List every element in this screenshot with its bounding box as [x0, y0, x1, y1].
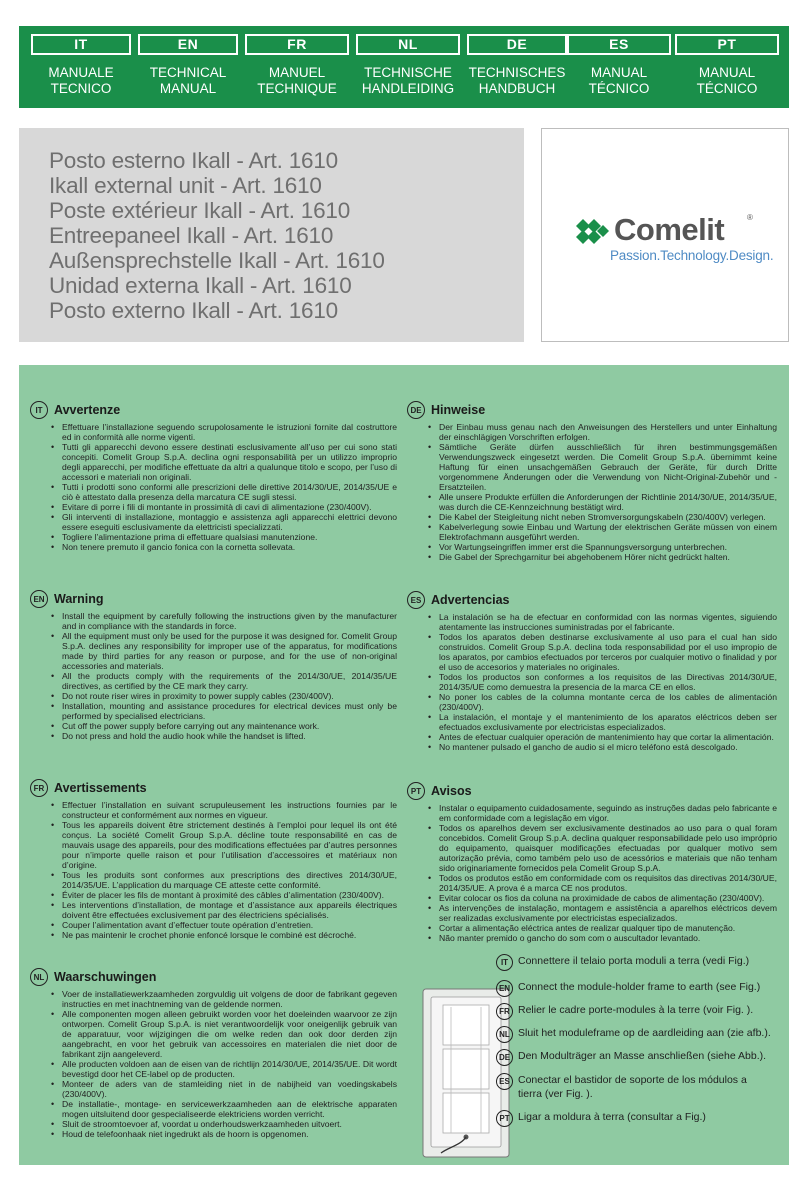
- earth-instruction-pt: [496, 1110, 773, 1127]
- title-en: Ikall external unit - Art. 1610: [49, 173, 322, 198]
- lang-badge-icon: ES: [496, 1073, 513, 1090]
- lang-title-line1: MANUEL: [268, 65, 326, 80]
- lang-badge-icon: FR: [30, 779, 48, 797]
- lang-column-de: [467, 34, 567, 104]
- list-item: • Sluit de stroomtoevoer af, voordat u onderhoudswerkzaamheden uitvoert.: [62, 1119, 397, 1129]
- lang-badge-icon: IT: [30, 401, 48, 419]
- list-item: • Couper l’alimentation avant d’effectuer toute opération d’entretien.: [62, 920, 397, 930]
- lang-title-line1: MANUAL: [698, 65, 756, 80]
- logo-wordmark: Comelit: [614, 212, 725, 247]
- list-item: • Tutti gli apparecchi devono essere destinati esclusivamente all’uso per cui sono stati concepiti. Comelit Group S.p.A. declina ogni responsabilità per un utilizzo improprio degli apparecchi, per modifiche effettuate da altri a qualunque titolo e scopo, per l’uso di accessori e materiali non originali.: [62, 442, 397, 482]
- list-item: • Éviter de placer les fils de montant à proximité des câbles d’alimentation (230/400V).: [62, 890, 397, 900]
- section-header: [407, 782, 777, 800]
- lang-badge-icon: IT: [496, 954, 513, 971]
- section-nl: [30, 968, 397, 1139]
- list-item: • Gli interventi di installazione, montaggio e assistenza agli apparecchi elettrici devono essere eseguiti esclusivamente da elettricisti specializzati.: [62, 512, 397, 532]
- list-item: • Install the equipment by carefully following the instructions given by the manufacturer and in compliance with the standards in force.: [62, 611, 397, 631]
- list-item: • Tous les appareils doivent être strictement destinés à l’emploi pour lequel ils ont été conçus. La société Comelit Group S.p.A. décline toute responsabilité en cas de mauvais usage des appareils, pour des modifications effectuées par d’autres personnes pour n’importe quelle raison et pour l’utilisation d’accessoires et matériaux non d’origine.: [62, 820, 397, 870]
- lang-title-line1: MANUALE: [48, 65, 114, 80]
- lang-badge-icon: NL: [30, 968, 48, 986]
- section-pt: [407, 782, 777, 943]
- list-item: • No mantener pulsado el gancho de audio si el micro teléfono está descolgado.: [439, 742, 777, 752]
- section-title: Avertissements: [54, 781, 147, 795]
- bullet-list: [407, 803, 777, 943]
- lang-title-line2: TÉCNICO: [696, 81, 758, 96]
- lang-title-line1: TECHNISCHE: [364, 65, 452, 80]
- earth-instruction-text: Connettere il telaio porta moduli a terra (vedi Fig.): [518, 955, 750, 967]
- bullet-list: [30, 800, 397, 940]
- earth-instruction-text: Sluit het moduleframe op de aardleiding aan (zie afb.).: [518, 1027, 771, 1039]
- list-item: • Instalar o equipamento cuidadosamente, seguindo as instruções dadas pelo fabricante e em conformidade com a legislação em vigor.: [439, 803, 777, 823]
- earth-instruction-text: Den Modulträger an Masse anschließen (siehe Abb.).: [518, 1050, 767, 1062]
- lang-title-pt: [675, 65, 779, 97]
- list-item: • Tous les produits sont conformes aux prescriptions des directives 2014/30/UE, 2014/35/UE. L’application du marquage CE atteste cette conformité.: [62, 870, 397, 890]
- lang-title-line2: TECHNIQUE: [257, 81, 337, 96]
- list-item: • Todos os produtos estão em conformidade com os requisitos das directivas 2014/30/UE, 2014/35/UE. A prova é a marca CE nos produtos.: [439, 873, 777, 893]
- earth-instruction-en: [496, 980, 773, 997]
- lang-column-it: [31, 34, 131, 104]
- list-item: • Antes de efectuar cualquier operación de mantenimiento hay que cortar la alimentación.: [439, 732, 777, 742]
- list-item: • All the products comply with the requirements of the 2014/30/UE, 2014/35/UE directives, as certified by the CE mark they carry.: [62, 671, 397, 691]
- list-item: • Cortar a alimentação eléctrica antes de realizar qualquer tipo de manutenção.: [439, 923, 777, 933]
- earth-instruction-it: [496, 954, 773, 971]
- earth-instruction-fr: [496, 1003, 773, 1020]
- section-title: Warning: [54, 592, 104, 606]
- list-item: • Do not press and hold the audio hook while the handset is lifted.: [62, 731, 397, 741]
- bullet-list: [30, 611, 397, 741]
- list-item: • Ne pas maintenir le crochet phonie enfoncé lorsque le combiné est décroché.: [62, 930, 397, 940]
- list-item: • Alle unsere Produkte erfüllen die Anforderungen der Richtlinie 2014/30/UE, 2014/35/UE, was durch die CE-Kennzeichnung bestätigt wird.: [439, 492, 777, 512]
- lang-column-pt: [675, 34, 779, 104]
- list-item: • Tutti i prodotti sono conformi alle prescrizioni delle direttive 2014/30/UE, 2014/35/UE e ciò è attestato dalla presenza della marcatura CE sugli stessi.: [62, 482, 397, 502]
- list-item: • Togliere l’alimentazione prima di effettuare qualsiasi manutenzione.: [62, 532, 397, 542]
- section-title: Advertencias: [431, 593, 510, 607]
- list-item: • Evitare di porre i fili di montante in prossimità di cavi di alimentazione (230/400V).: [62, 502, 397, 512]
- title-fr: Poste extérieur Ikall - Art. 1610: [49, 198, 351, 223]
- lang-badge-icon: PT: [496, 1110, 513, 1127]
- registered-mark: ®: [747, 213, 753, 222]
- section-header: [30, 590, 397, 608]
- list-item: • Não manter premido o gancho do som com o auscultador levantado.: [439, 933, 777, 943]
- lang-code-nl: NL: [356, 34, 460, 55]
- list-item: • Vor Wartungseingriffen immer erst die Spannungsversorgung unterbrechen.: [439, 542, 777, 552]
- list-item: • Do not route riser wires in proximity to power supply cables (230/400V).: [62, 691, 397, 701]
- lang-column-nl: [356, 34, 460, 104]
- bullet-list: [30, 422, 397, 552]
- earth-instruction-nl: [496, 1026, 773, 1043]
- logo-box: [541, 128, 789, 342]
- title-de: Außensprechstelle Ikall - Art. 1610: [49, 248, 385, 273]
- lang-badge-icon: DE: [407, 401, 425, 419]
- section-header: [30, 401, 397, 419]
- lang-code-en: EN: [138, 34, 238, 55]
- lang-column-es: [567, 34, 671, 104]
- list-item: • Monteer de aders van de stamleiding niet in de nabijheid van voedingskabels (230/400V).: [62, 1079, 397, 1099]
- earth-instruction-text: Conectar el bastidor de soporte de los módulos a tierra (ver Fig. ).: [518, 1074, 747, 1100]
- lang-title-it: [31, 65, 131, 97]
- earth-instruction-text: Ligar a moldura à terra (consultar a Fig.): [518, 1111, 706, 1123]
- lang-code-it: IT: [31, 34, 131, 55]
- lang-title-es: [567, 65, 671, 97]
- list-item: • As intervenções de instalação, montagem e assistência a aparelhos eléctricos devem ser realizadas exclusivamente por electricistas especializados.: [439, 903, 777, 923]
- list-item: • No poner los cables de la columna montante cerca de los cables de alimentación (230/400V).: [439, 692, 777, 712]
- lang-title-line1: TECHNICAL: [149, 65, 227, 80]
- lang-title-line2: MANUAL: [159, 81, 217, 96]
- earth-instruction-text: Relier le cadre porte-modules à la terre (voir Fig. ).: [518, 1004, 754, 1016]
- lang-title-line2: HANDLEIDING: [361, 81, 455, 96]
- lang-title-line2: TECNICO: [50, 81, 112, 96]
- comelit-logo-icon: [574, 217, 610, 245]
- list-item: • La instalación se ha de efectuar en conformidad con las normas vigentes, siguiendo atentamente las instrucciones suministradas por el fabricante.: [439, 612, 777, 632]
- title-pt: Posto externo Ikall - Art. 1610: [49, 298, 338, 323]
- title-nl: Entreepaneel Ikall - Art. 1610: [49, 223, 334, 248]
- lang-code-pt: PT: [675, 34, 779, 55]
- lang-title-line1: TECHNISCHES: [468, 65, 566, 80]
- list-item: • Die Gabel der Sprechgarnitur bei abgehobenem Hörer nicht gedrückt halten.: [439, 552, 777, 562]
- lang-badge-icon: DE: [496, 1049, 513, 1066]
- section-header: [407, 591, 777, 609]
- section-header: [407, 401, 777, 419]
- earth-instruction-de: [496, 1049, 773, 1066]
- lang-column-fr: [245, 34, 349, 104]
- section-header: [30, 779, 397, 797]
- lang-title-nl: [356, 65, 460, 97]
- list-item: • Voer de installatiewerkzaamheden zorgvuldig uit volgens de door de fabrikant gegeven instructies en met inachtneming van de geldende normen.: [62, 989, 397, 1009]
- list-item: • La instalación, el montaje y el mantenimiento de los aparatos eléctricos deben ser efectuados exclusivamente por electricistas especializados.: [439, 712, 777, 732]
- section-title: Waarschuwingen: [54, 970, 157, 984]
- list-item: • Der Einbau muss genau nach den Anweisungen des Herstellers und unter Einhaltung der einschlägigen Vorschriften erfolgen.: [439, 422, 777, 442]
- section-it: [30, 401, 397, 552]
- title-it: Posto esterno Ikall - Art. 1610: [49, 148, 338, 173]
- lang-badge-icon: NL: [496, 1026, 513, 1043]
- list-item: • Die Kabel der Steigleitung nicht neben Stromversorgungskabeln (230/400V) verlegen.: [439, 512, 777, 522]
- list-item: • Les interventions d’installation, de montage et d’assistance aux appareils électriques doivent être effectuées exclusivement par des électriciens spécialisés.: [62, 900, 397, 920]
- logo-tagline: Passion.Technology.Design.: [610, 248, 774, 263]
- section-fr: [30, 779, 397, 940]
- section-title: Avvertenze: [54, 403, 121, 417]
- lang-badge-icon: FR: [496, 1003, 513, 1020]
- list-item: • Alle producten voldoen aan de eisen van de richtlijn 2014/30/UE, 2014/35/UE. Dit wordt bevestigd door het CE-label op de producten.: [62, 1059, 397, 1079]
- earth-instruction-es: [496, 1073, 773, 1101]
- list-item: • Alle componenten mogen alleen gebruikt worden voor het doeleinden waarvoor ze zijn ontworpen. Comelit Group S.p.A. is niet verantwoordelijk voor oneigenlijk gebruik van de apparatuur, voor wijzigingen die om welke reden dan ook door derden zijn aangebracht, en voor het gebruik van accessoires en materialen die niet door de fabrikant zijn aangeleverd.: [62, 1009, 397, 1059]
- lang-title-line2: HANDBUCH: [478, 81, 556, 96]
- section-title: Hinweise: [431, 403, 486, 417]
- lang-code-de: DE: [467, 34, 567, 55]
- list-item: • Effettuare l’installazione seguendo scrupolosamente le istruzioni fornite dal costruttore ed in conformità alle norme vigenti.: [62, 422, 397, 442]
- section-es: [407, 591, 777, 752]
- lang-badge-icon: PT: [407, 782, 425, 800]
- list-item: • All the equipment must only be used for the purpose it was designed for. Comelit Group S.p.A. declines any responsibility for improper use of the apparatus, for modifications made by third parties for any reason or purpose, and for the use of non-original accessories and materials.: [62, 631, 397, 671]
- lang-title-line2: TÉCNICO: [588, 81, 650, 96]
- bullet-list: [407, 612, 777, 752]
- lang-badge-icon: EN: [496, 980, 513, 997]
- list-item: • Non tenere premuto il gancio fonica con la cornetta sollevata.: [62, 542, 397, 552]
- list-item: • Todos los aparatos deben destinarse exclusivamente al uso para el cual han sido construidos. Comelit Group S.p.A. declina toda responsabilidad por el uso impropio de los aparatos, por cambios efectuados por terceros por cualquier motivo o finalidad y por el uso de accesorios y materiales no originales.: [439, 632, 777, 672]
- section-title: Avisos: [431, 784, 472, 798]
- bullet-list: [407, 422, 777, 562]
- section-de: [407, 401, 777, 562]
- warnings-panel: [19, 365, 789, 1165]
- lang-title-de: [467, 65, 567, 97]
- list-item: • De installatie-, montage- en servicewerkzaamheden aan de elektrische apparaten mogen uitsluitend door gespecialiseerde elektriciens worden verricht.: [62, 1099, 397, 1119]
- list-item: • Todos los productos son conformes a los requisitos de las Directivas 2014/30/UE, 2014/35/UE como demuestra la presencia de la marca CE en ellos.: [439, 672, 777, 692]
- list-item: • Cut off the power supply before carrying out any maintenance work.: [62, 721, 397, 731]
- list-item: • Installation, mounting and assistance procedures for electrical devices must only be performed by specialised electricians.: [62, 701, 397, 721]
- list-item: • Houd de telefoonhaak niet ingedrukt als de hoorn is opgenomen.: [62, 1129, 397, 1139]
- lang-code-es: ES: [567, 34, 671, 55]
- lang-title-line1: MANUAL: [590, 65, 648, 80]
- lang-title-fr: [245, 65, 349, 97]
- product-title-box: [19, 128, 524, 342]
- title-es: Unidad externa Ikall - Art. 1610: [49, 273, 352, 298]
- list-item: • Kabelverlegung sowie Einbau und Wartung der elektrischen Geräte müssen von einem Elektrofachmann ausgeführt werden.: [439, 522, 777, 542]
- list-item: • Todos os aparelhos devem ser exclusivamente destinados ao uso para o qual foram concebidos. Comelit Group S.p.A. declina qualquer responsabilidade pelo uso impróprio do equipamento, quaisquer modificações efectuadas por qualquer motivo sem autorização prévia, como também pelo uso de acessórios e materiais que não tenham sido originariamente fornecidos pela Comelit Group S.p.A.: [439, 823, 777, 873]
- bullet-list: [30, 989, 397, 1139]
- lang-code-fr: FR: [245, 34, 349, 55]
- language-bar: [19, 26, 789, 108]
- section-header: [30, 968, 397, 986]
- lang-badge-icon: ES: [407, 591, 425, 609]
- list-item: • Effectuer l’installation en suivant scrupuleusement les instructions fournies par le constructeur et conformément aux normes en vigueur.: [62, 800, 397, 820]
- list-item: • Sämtliche Geräte dürfen ausschließlich für ihren bestimmungsgemäßen Verwendungszweck eingesetzt werden. Die Comelit Group S.p.A. übernimmt keine Haftung für einen unsachgemäßen Gebrauch der Geräte, für durch Dritte vorgenommene Änderungen oder die Verwendung von Nicht-Original-Zubehör und -Ersatzteilen.: [439, 442, 777, 492]
- lang-column-en: [138, 34, 238, 104]
- section-en: [30, 590, 397, 741]
- lang-title-en: [138, 65, 238, 97]
- lang-badge-icon: EN: [30, 590, 48, 608]
- list-item: • Evitar colocar os fios da coluna na proximidade de cabos de alimentação (230/400V).: [439, 893, 777, 903]
- earth-instruction-text: Connect the module-holder frame to earth (see Fig.): [518, 981, 761, 993]
